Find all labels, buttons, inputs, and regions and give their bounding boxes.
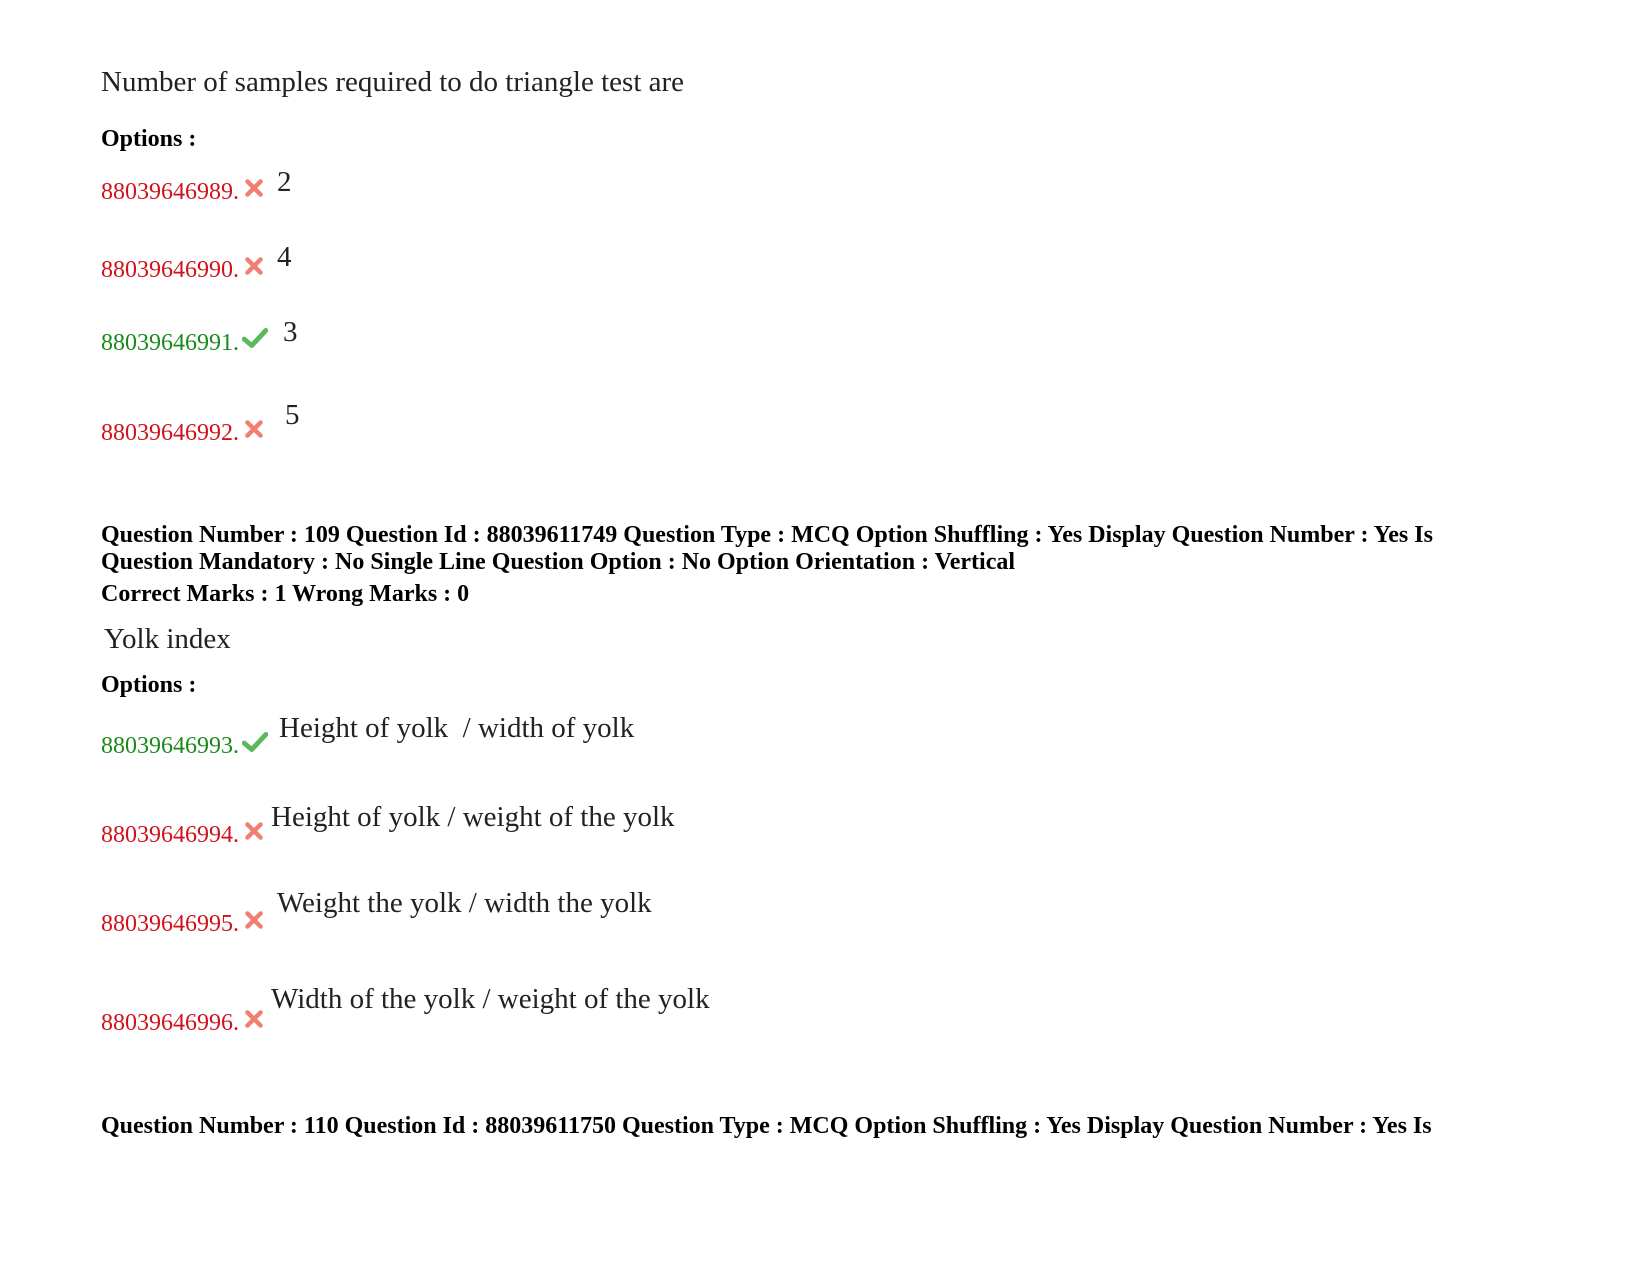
cross-icon	[243, 418, 265, 440]
option-text: Weight the yolk / width the yolk	[277, 887, 652, 919]
marks-info: Correct Marks : 1 Wrong Marks : 0	[101, 581, 470, 607]
question-meta: Question Mandatory : No Single Line Question Option : No Option Orientation : Vertical	[101, 549, 1016, 575]
option-text: Width of the yolk / weight of the yolk	[271, 983, 710, 1015]
option-id: 88039646991.	[101, 330, 239, 356]
check-icon	[242, 327, 268, 349]
option-id: 88039646989.	[101, 179, 239, 205]
option-id: 88039646994.	[101, 822, 239, 848]
question-meta: Question Number : 110 Question Id : 88039611750 Question Type : MCQ Option Shuffling : Yes Display Question Number : Yes Is	[101, 1113, 1432, 1139]
option-text: Height of yolk / width of yolk	[279, 712, 635, 744]
cross-icon	[243, 820, 265, 842]
question-text: Yolk index	[104, 623, 231, 655]
option-text: 3	[283, 316, 298, 348]
option-text: 4	[277, 241, 292, 273]
check-icon	[242, 731, 268, 753]
options-label: Options :	[101, 126, 197, 152]
option-id: 88039646990.	[101, 257, 239, 283]
option-id: 88039646993.	[101, 733, 239, 759]
question-meta: Question Number : 109 Question Id : 88039611749 Question Type : MCQ Option Shuffling : Yes Display Question Number : Yes Is	[101, 522, 1433, 548]
cross-icon	[243, 177, 265, 199]
option-text: Height of yolk / weight of the yolk	[271, 801, 675, 833]
options-label: Options :	[101, 672, 197, 698]
cross-icon	[243, 1008, 265, 1030]
option-text: 5	[285, 399, 300, 431]
option-text: 2	[277, 166, 292, 198]
option-id: 88039646996.	[101, 1010, 239, 1036]
cross-icon	[243, 255, 265, 277]
option-id: 88039646995.	[101, 911, 239, 937]
question-text: Number of samples required to do triangle test are	[101, 66, 685, 98]
cross-icon	[243, 909, 265, 931]
option-id: 88039646992.	[101, 420, 239, 446]
